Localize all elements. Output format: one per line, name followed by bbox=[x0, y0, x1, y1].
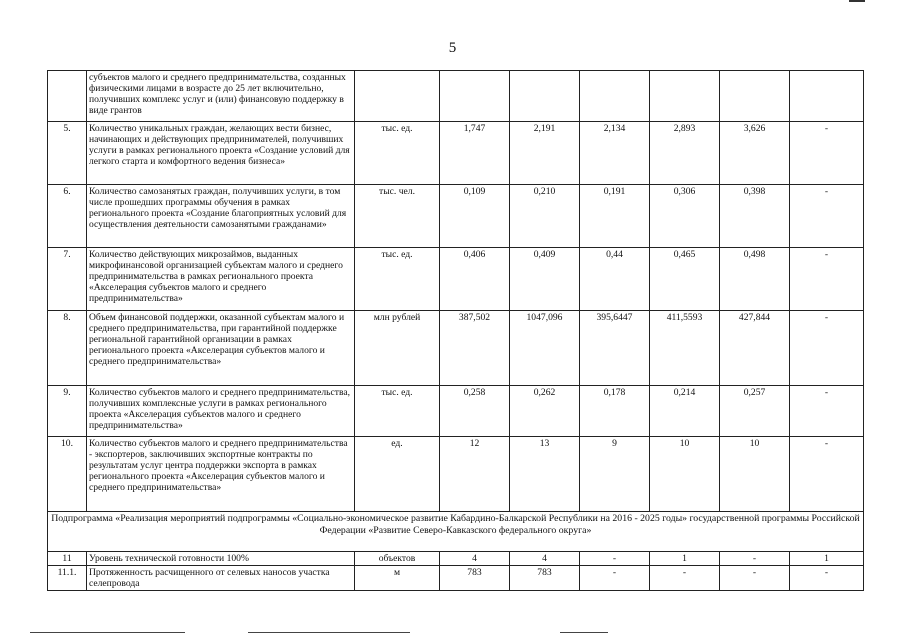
indicator-value: 1 bbox=[650, 552, 720, 566]
table-row bbox=[48, 185, 864, 248]
indicator-value: 0,465 bbox=[650, 248, 720, 311]
indicator-value: 0,258 bbox=[440, 386, 510, 437]
subprogram-header: Подпрограмма «Реализация мероприятий подпрограммы «Социально-экономическое развитие Кабардино-Балкарской Республики на 2016 - 2025 годы» государственной программы Российской Федерации «Развитие Северо-Кавказского федерального округа» bbox=[48, 512, 864, 552]
indicator-value: 387,502 bbox=[440, 311, 510, 386]
indicator-value: 0,262 bbox=[510, 386, 580, 437]
indicator-value: 783 bbox=[510, 566, 580, 591]
row-number bbox=[48, 71, 87, 122]
footer-line bbox=[560, 632, 608, 633]
indicator-value: 0,498 bbox=[720, 248, 790, 311]
indicator-value: - bbox=[790, 122, 864, 185]
footer-line bbox=[248, 632, 410, 633]
unit-of-measure: тыс. чел. bbox=[355, 185, 440, 248]
indicator-value: 0,178 bbox=[580, 386, 650, 437]
table-row bbox=[48, 386, 864, 437]
indicator-name: субъектов малого и среднего предпринимательства, созданных физическими лицами в возрасте до 25 лет включительно, получивших комплекс услуг и (или) финансовую поддержку в виде грантов bbox=[87, 71, 355, 122]
indicator-value: 1 bbox=[790, 552, 864, 566]
subprogram-row bbox=[48, 512, 864, 552]
indicator-value: 4 bbox=[510, 552, 580, 566]
indicator-value: 0,191 bbox=[580, 185, 650, 248]
indicator-value: 9 bbox=[580, 437, 650, 512]
indicator-value: 0,409 bbox=[510, 248, 580, 311]
indicator-value: - bbox=[790, 248, 864, 311]
indicator-name: Объем финансовой поддержки, оказанной субъектам малого и среднего предпринимательства, при гарантийной поддержке региональной гарантийной организации в рамках регионального проекта «Акселерация субъектов малого и среднего предпринимательства» bbox=[87, 311, 355, 386]
indicator-value: - bbox=[790, 386, 864, 437]
indicator-value bbox=[510, 71, 580, 122]
indicator-name: Протяженность расчищенного от селевых наносов участка селепровода bbox=[87, 566, 355, 591]
indicator-value: 0,398 bbox=[720, 185, 790, 248]
unit-of-measure: млн рублей bbox=[355, 311, 440, 386]
row-number: 7. bbox=[48, 248, 87, 311]
table-row bbox=[48, 552, 864, 566]
indicators-table-body bbox=[48, 71, 864, 591]
unit-of-measure bbox=[355, 71, 440, 122]
indicator-value: 0,44 bbox=[580, 248, 650, 311]
indicator-value: 411,5593 bbox=[650, 311, 720, 386]
indicator-value: - bbox=[720, 566, 790, 591]
indicator-name: Количество субъектов малого и среднего предпринимательства - экспортеров, заключивших экспортные контракты по результатам услуг центра поддержки экспорта в рамках регионального проекта «Акселерация субъектов малого и среднего предпринимательства» bbox=[87, 437, 355, 512]
row-number: 11 bbox=[48, 552, 87, 566]
indicators-table bbox=[47, 70, 864, 591]
row-number: 11.1. bbox=[48, 566, 87, 591]
indicator-value: 0,406 bbox=[440, 248, 510, 311]
top-edge-mark bbox=[849, 0, 865, 2]
row-number: 9. bbox=[48, 386, 87, 437]
indicator-value: - bbox=[650, 566, 720, 591]
indicator-value: 783 bbox=[440, 566, 510, 591]
indicator-value: 1,747 bbox=[440, 122, 510, 185]
indicator-value: - bbox=[790, 437, 864, 512]
indicator-value: - bbox=[790, 311, 864, 386]
row-number: 6. bbox=[48, 185, 87, 248]
table-row bbox=[48, 248, 864, 311]
indicator-name: Уровень технической готовности 100% bbox=[87, 552, 355, 566]
indicator-value bbox=[440, 71, 510, 122]
indicator-name: Количество субъектов малого и среднего предпринимательства, получивших комплексные услуги в рамках регионального проекта «Акселерация субъектов малого и среднего предпринимательства» bbox=[87, 386, 355, 437]
unit-of-measure: тыс. ед. bbox=[355, 386, 440, 437]
table-row bbox=[48, 122, 864, 185]
indicator-value: 1047,096 bbox=[510, 311, 580, 386]
indicator-value: 2,893 bbox=[650, 122, 720, 185]
indicator-value: - bbox=[580, 566, 650, 591]
indicator-value bbox=[720, 71, 790, 122]
table-row bbox=[48, 566, 864, 591]
indicator-value: 2,191 bbox=[510, 122, 580, 185]
page-number: 5 bbox=[448, 40, 457, 56]
indicator-value: 10 bbox=[650, 437, 720, 512]
indicator-value: 0,257 bbox=[720, 386, 790, 437]
indicator-value bbox=[790, 71, 864, 122]
row-number: 5. bbox=[48, 122, 87, 185]
table-row bbox=[48, 437, 864, 512]
indicator-name: Количество действующих микрозаймов, выданных микрофинансовой организацией субъектам малого и среднего предпринимательства в рамках регионального проекта «Акселерация субъектов малого и среднего предпринимательства» bbox=[87, 248, 355, 311]
indicator-name: Количество уникальных граждан, желающих вести бизнес, начинающих и действующих предпринимателей, получивших услуги в рамках регионального проекта «Создание условий для легкого старта и комфортного ведения бизнеса» bbox=[87, 122, 355, 185]
indicator-value: 10 bbox=[720, 437, 790, 512]
indicator-value: 2,134 bbox=[580, 122, 650, 185]
indicator-value: 0,109 bbox=[440, 185, 510, 248]
row-number: 10. bbox=[48, 437, 87, 512]
indicator-value: 3,626 bbox=[720, 122, 790, 185]
footer-line bbox=[30, 632, 185, 633]
indicator-value: 427,844 bbox=[720, 311, 790, 386]
indicator-value: - bbox=[790, 566, 864, 591]
unit-of-measure: тыс. ед. bbox=[355, 248, 440, 311]
indicator-value: 0,306 bbox=[650, 185, 720, 248]
unit-of-measure: объектов bbox=[355, 552, 440, 566]
indicator-value: - bbox=[580, 552, 650, 566]
table-row bbox=[48, 71, 864, 122]
table-row bbox=[48, 311, 864, 386]
indicator-value: 12 bbox=[440, 437, 510, 512]
row-number: 8. bbox=[48, 311, 87, 386]
indicator-value: 395,6447 bbox=[580, 311, 650, 386]
indicator-value: 0,210 bbox=[510, 185, 580, 248]
unit-of-measure: м bbox=[355, 566, 440, 591]
indicator-value: - bbox=[790, 185, 864, 248]
indicator-value bbox=[580, 71, 650, 122]
unit-of-measure: тыс. ед. bbox=[355, 122, 440, 185]
indicator-value: 0,214 bbox=[650, 386, 720, 437]
unit-of-measure: ед. bbox=[355, 437, 440, 512]
indicator-value: 4 bbox=[440, 552, 510, 566]
indicator-name: Количество самозанятых граждан, получивших услуги, в том числе прошедших программы обучения в рамках регионального проекта «Создание благоприятных условий для осуществления деятельности самозанятыми гражданами» bbox=[87, 185, 355, 248]
indicator-value: - bbox=[720, 552, 790, 566]
indicator-value: 13 bbox=[510, 437, 580, 512]
indicator-value bbox=[650, 71, 720, 122]
